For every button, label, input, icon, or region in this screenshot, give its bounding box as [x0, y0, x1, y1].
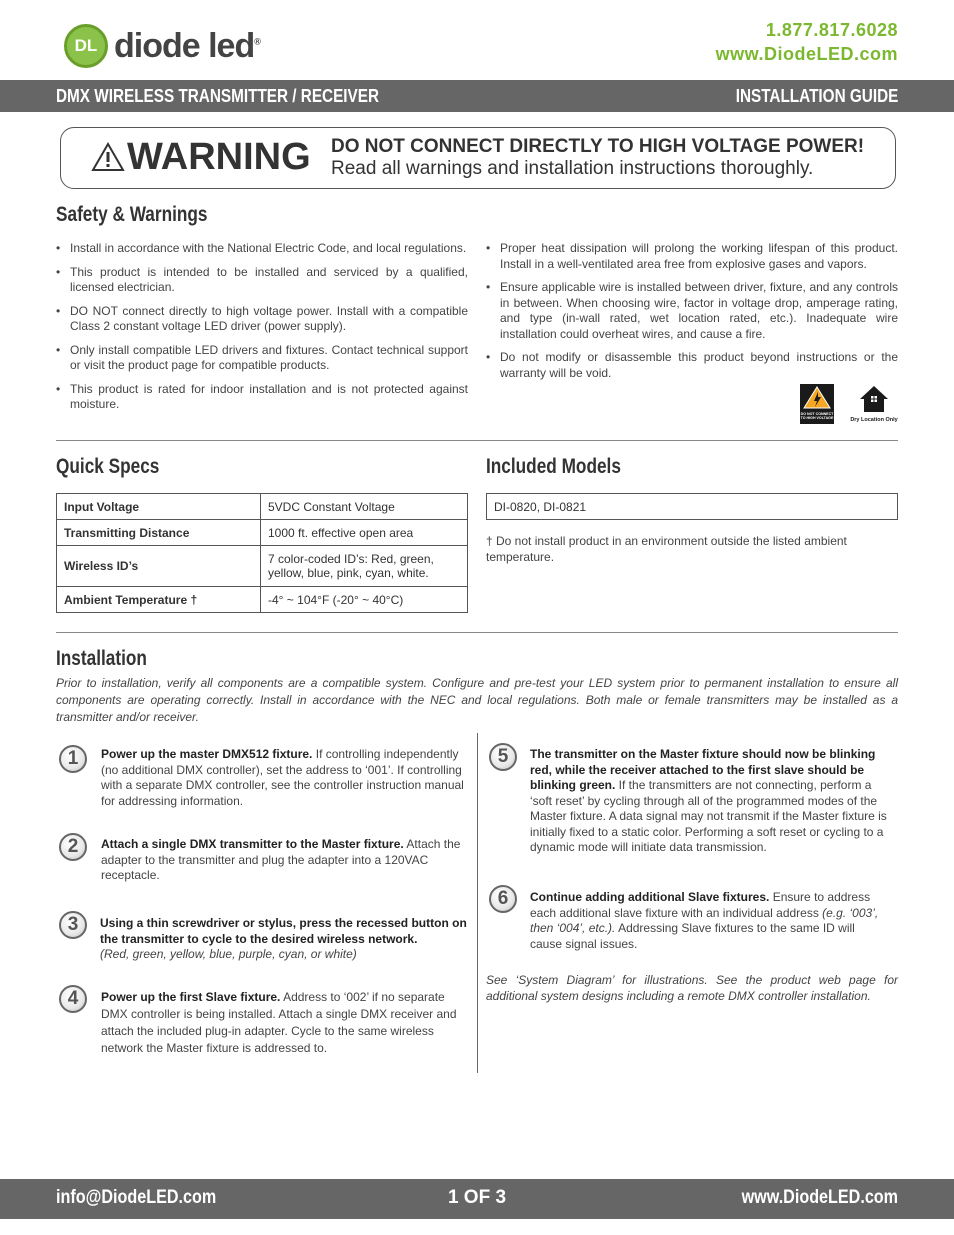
installation-intro: Prior to installation, verify all components are a compatible system. Configure and pre-test your LED system prior to permanent installation to ensure all components are operating correctly. Install in accordance with the NEC and local regulations. Both male or female transmitters may be installed as a transmitter and/or receiver. — [56, 676, 898, 724]
step-title: Attach a single DMX transmitter to the Master fixture. — [101, 837, 404, 851]
spec-key: Ambient Temperature † — [57, 587, 261, 613]
table-row — [57, 520, 468, 546]
safety-list-left — [56, 241, 468, 421]
list-item: • This product is intended to be installed and serviced by a qualified, licensed electrician. — [56, 265, 468, 296]
list-item: • Install in accordance with the National Electric Code, and local regulations. — [56, 241, 468, 257]
logo-text: diode led — [114, 26, 255, 65]
list-item: • Proper heat dissipation will prolong the working lifespan of this product. Install in a well-ventilated area free from explosive gases and vapors. — [486, 241, 898, 272]
step-title: Continue adding additional Slave fixtures. — [530, 890, 770, 904]
spec-value: 7 color-coded ID’s: Red, green, yellow, blue, pink, cyan, white. — [261, 546, 468, 587]
page-number: 1 OF 3 — [447, 1187, 507, 1208]
step-title: Power up the master DMX512 fixture. — [101, 747, 313, 761]
spec-value: 5VDC Constant Voltage — [261, 494, 468, 520]
step-2 — [101, 837, 461, 884]
list-item: • Ensure applicable wire is installed between driver, fixture, and any controls in between. When choosing wire, factor in voltage drop, amperage rating, and type (in-wall rated, wet location rated, etc.). Inadequate wire installation could overheat wires, and cause a fire. — [486, 280, 898, 342]
list-item: • Do not modify or disassemble this product beyond instructions or the warranty will be void. — [486, 350, 898, 381]
spec-key: Wireless ID’s — [57, 546, 261, 587]
specs-heading: Quick Specs — [56, 455, 160, 478]
spec-key: Transmitting Distance — [57, 520, 261, 546]
spec-key: Input Voltage — [57, 494, 261, 520]
models-list: DI-0820, DI-0821 — [486, 493, 898, 520]
footer-website[interactable]: www.DiodeLED.com — [741, 1187, 898, 1208]
svg-text:Dry Location Only: Dry Location Only — [850, 417, 898, 423]
doc-type: INSTALLATION GUIDE — [735, 86, 898, 106]
step-text: Attach the adapter to the transmitter and plug the adapter into a 120VAC receptacle. — [101, 837, 461, 882]
step-6 — [530, 890, 885, 952]
temperature-note: † Do not install product in an environment outside the listed ambient temperature. — [486, 534, 847, 564]
spec-value: 1000 ft. effective open area — [261, 520, 468, 546]
warning-subtext: Read all warnings and installation instructions thoroughly. — [331, 158, 814, 179]
models-heading: Included Models — [486, 455, 621, 478]
brand-logo — [64, 24, 260, 68]
svg-text:TO HIGH VOLTAGE: TO HIGH VOLTAGE — [800, 416, 834, 420]
step-title: Power up the first Slave fixture. — [101, 990, 281, 1004]
contact-block — [716, 18, 898, 66]
warning-word: WARNING — [127, 136, 311, 178]
phone-number[interactable]: 1.877.817.6028 — [765, 20, 898, 40]
warning-headline: DO NOT CONNECT DIRECTLY TO HIGH VOLTAGE POWER! — [331, 136, 865, 157]
divider — [56, 440, 898, 441]
step-text: (Red, green, yellow, blue, purple, cyan, or white) — [100, 947, 357, 961]
step-title: Using a thin screwdriver or stylus, press the recessed button on the transmitter to cycle to the desired wireless network. — [100, 916, 467, 946]
step-text: If controlling independently (no additional DMX controller), set the address to ‘001’. If controlling with a separate DMX controller, see the controller instruction manual for addressing information. — [101, 747, 464, 808]
table-row — [57, 494, 468, 520]
website-link[interactable]: www.DiodeLED.com — [715, 44, 898, 64]
warning-box — [60, 127, 896, 189]
step-text: Addressing Slave fixtures to the same ID will cause signal issues. — [530, 921, 855, 951]
step-1 — [101, 747, 469, 809]
step-5 — [530, 747, 892, 856]
table-row — [57, 587, 468, 613]
step-text: Ensure to address each additional slave fixture with an individual address — [530, 890, 871, 920]
step-number-4: 4 — [59, 985, 87, 1013]
title-bar — [0, 80, 954, 112]
spec-value: -4° ~ 104°F (-20° ~ 40°C) — [261, 587, 468, 613]
step-number-5: 5 — [489, 743, 517, 771]
warning-triangle-icon — [91, 142, 125, 172]
specs-table — [56, 493, 468, 613]
dry-location-icon — [848, 384, 900, 424]
step-3 — [100, 916, 470, 963]
safety-heading: Safety & Warnings — [56, 203, 208, 226]
step-text: If the transmitters are not connecting, perform a ‘soft reset’ by cycling through all of the programmed modes of the Master fixture. A data signal may not transmit if the Master fixture is initially fixed to a static color. Performing a soft reset or cycling to a dynamic mode will initiate data transmission. — [530, 778, 887, 854]
step-number-6: 6 — [489, 885, 517, 913]
divider — [56, 632, 898, 633]
list-item: • Only install compatible LED drivers and fixtures. Contact technical support or visit the product page for compatible products. — [56, 343, 468, 374]
doc-title: DMX WIRELESS TRANSMITTER / RECEIVER — [56, 86, 380, 106]
list-item: • This product is rated for indoor installation and is not protected against moisture. — [56, 382, 468, 413]
column-divider — [477, 733, 478, 1073]
installation-heading: Installation — [56, 647, 147, 670]
safety-list-right — [486, 241, 898, 389]
high-voltage-warning-icon — [800, 384, 834, 424]
logo-registered: ® — [254, 36, 260, 47]
footer-bar — [0, 1179, 954, 1219]
step-title: The transmitter on the Master fixture should now be blinking red, while the receiver attached to the first slave should be blinking green. — [530, 747, 876, 792]
step-example: (e.g. ‘003’, then ‘004’, etc.). — [530, 905, 879, 935]
step-4 — [101, 989, 463, 1057]
see-also-note: See ‘System Diagram’ for illustrations. See the product web page for additional system designs including a remote DMX controller installation. — [486, 973, 898, 1003]
logo-mark: DL — [64, 24, 108, 68]
table-row — [57, 546, 468, 587]
step-number-3: 3 — [59, 911, 87, 939]
footer-email[interactable]: info@DiodeLED.com — [56, 1187, 217, 1208]
step-number-1: 1 — [59, 745, 87, 773]
step-text: Address to ‘002’ if no separate DMX controller is being installed. Attach a single DMX receiver and attach the included plug-in adapter. Cycle to the same wireless network the Master fixture is addressed to. — [101, 990, 457, 1055]
step-number-2: 2 — [59, 833, 87, 861]
svg-text:DO NOT CONNECT: DO NOT CONNECT — [800, 412, 834, 416]
list-item: • DO NOT connect directly to high voltage power. Install with a compatible Class 2 constant voltage LED driver (power supply). — [56, 304, 468, 335]
